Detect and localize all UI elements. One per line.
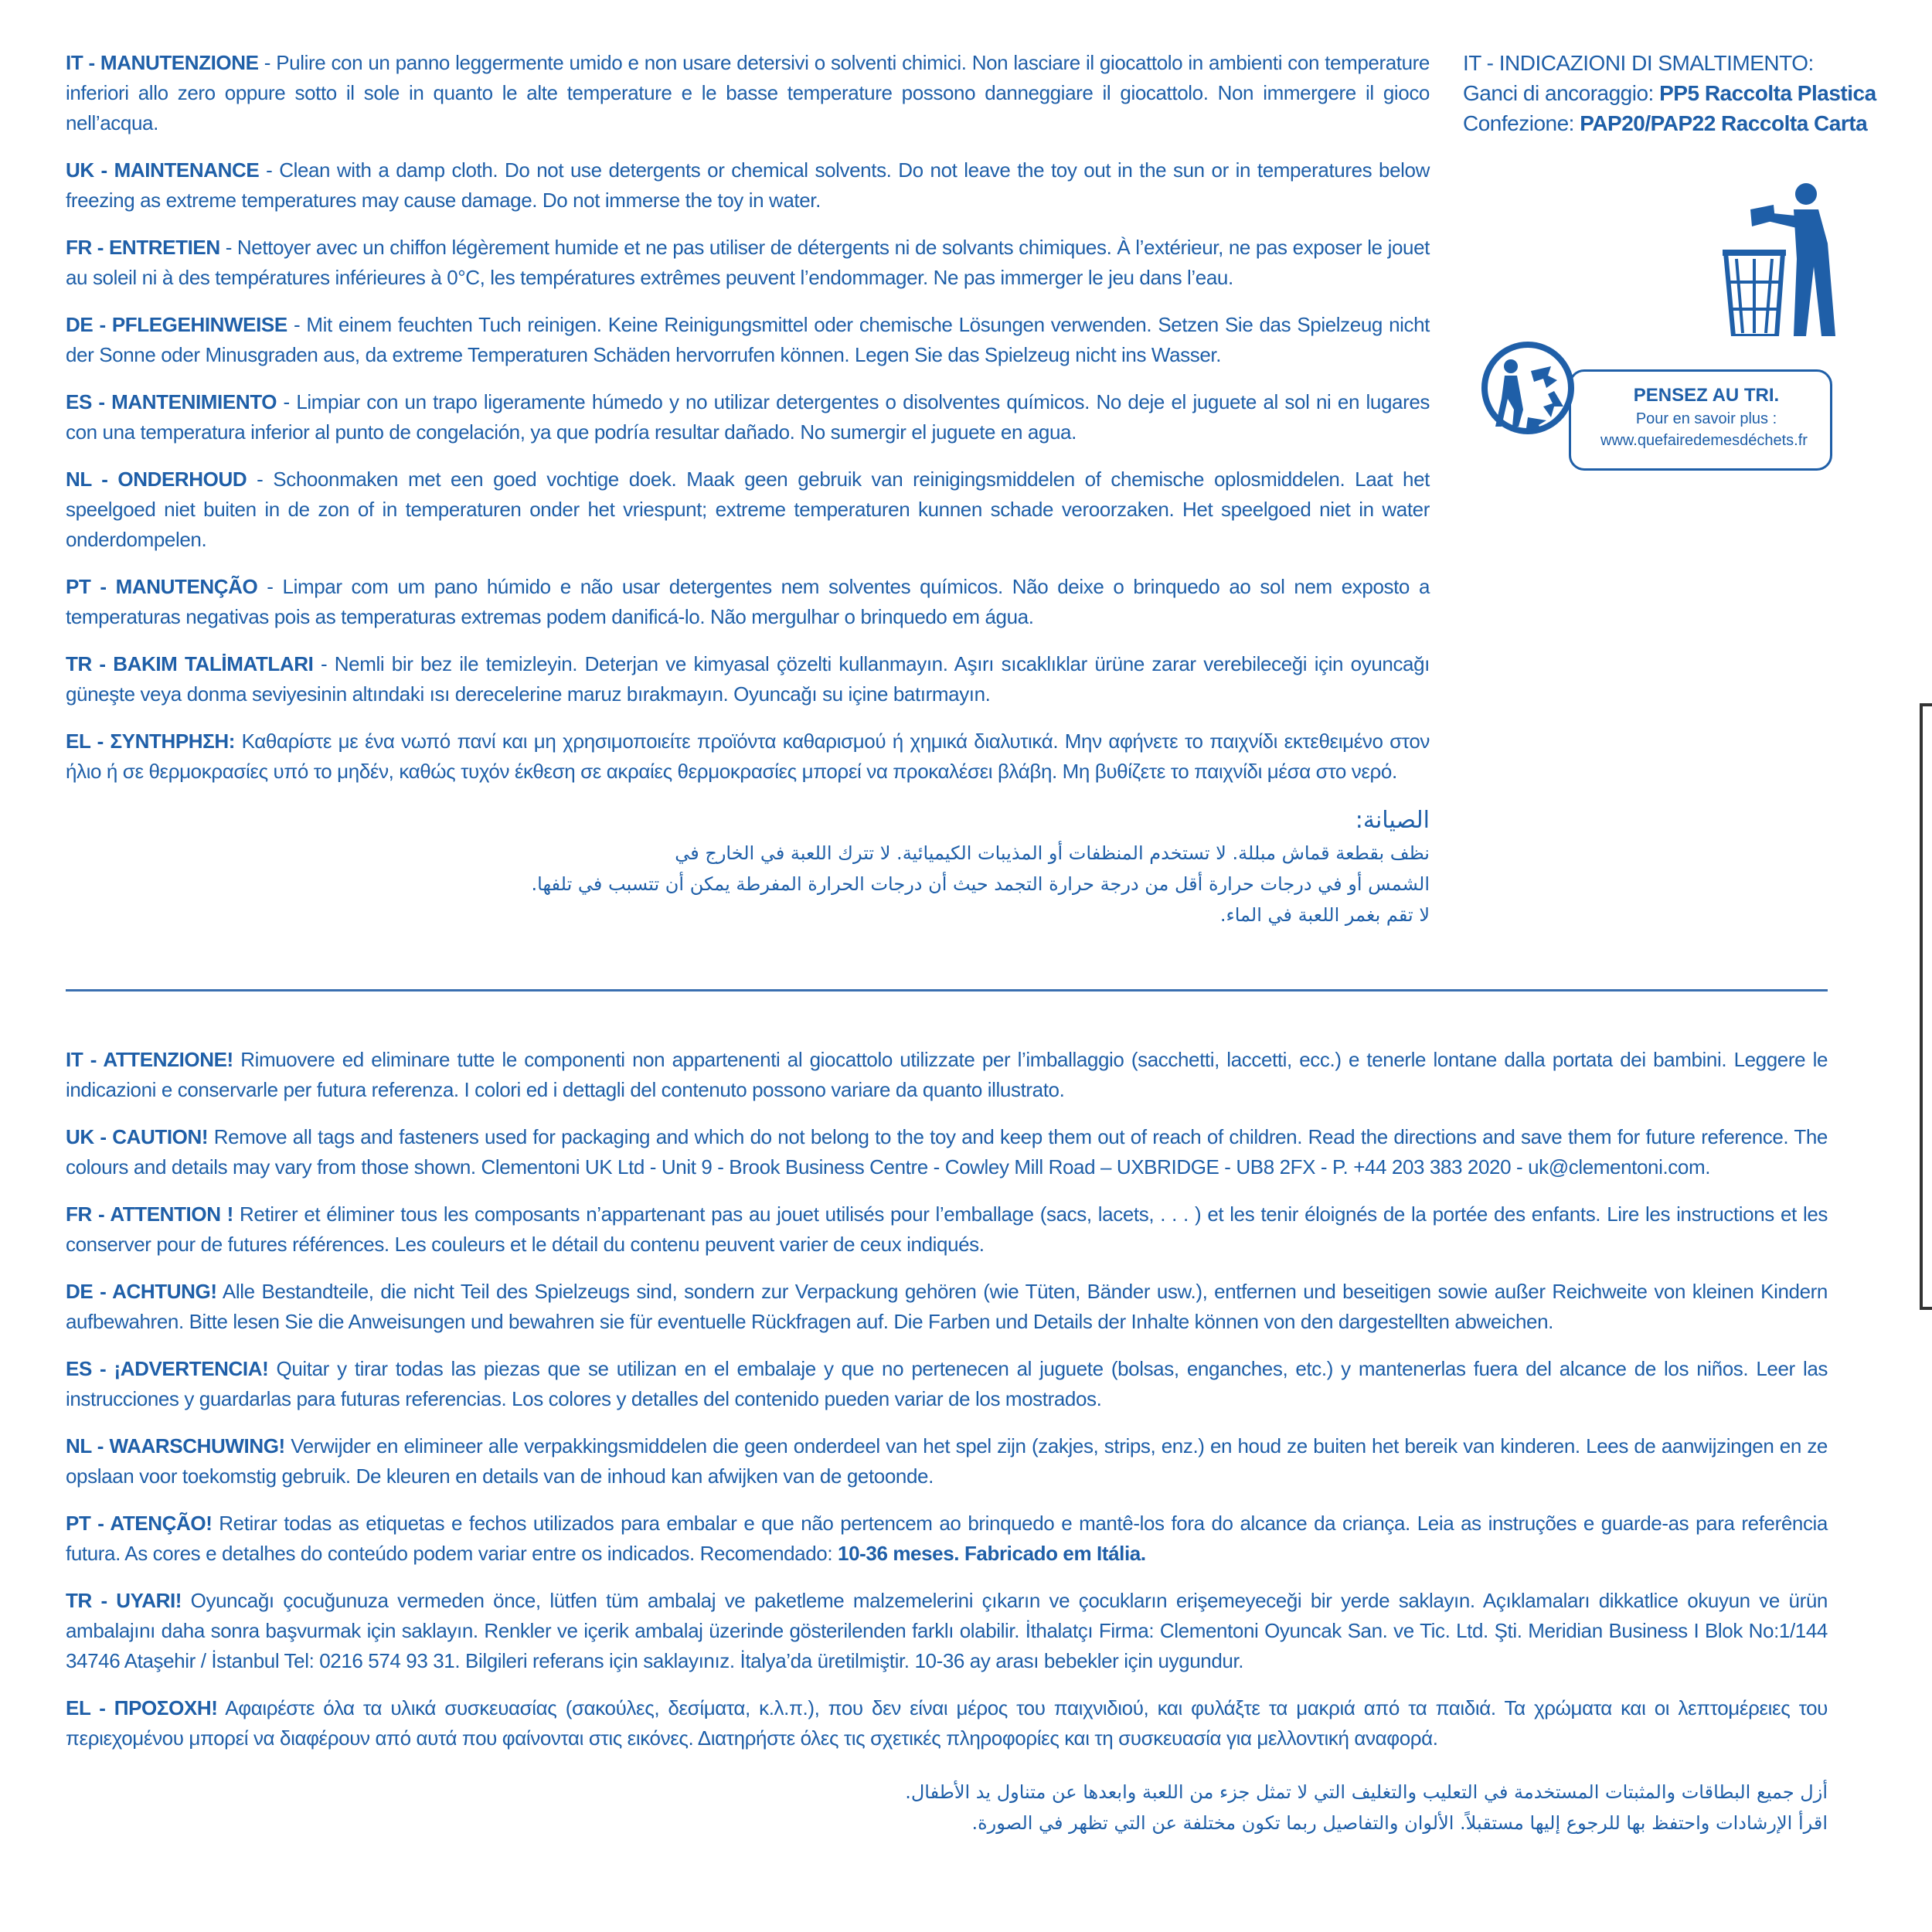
maintenance-es-label: ES - MANTENIMIENTO xyxy=(66,390,277,413)
warning-tr xyxy=(66,1586,1828,1676)
maintenance-it xyxy=(66,48,1430,138)
warning-pt-text: Retirar todas as etiquetas e fechos utilizados para embalar e que não pertencem ao brinquedo e mantê-los fora do alcance da criança. Leia as instruções e guarde-as para referência futura. As cores e detalhes do conteúdo podem variar entre os indicados. Recomendado: xyxy=(66,1512,1828,1565)
maintenance-de xyxy=(66,310,1430,370)
warning-tr-text: Oyuncağı çocuğunuza vermeden önce, lütfen tüm ambalaj ve paketleme malzemelerini çıkarın ve çocukların erişemeyeceği bir yerde saklayın. Açıklamaları dikkatlice okuyun ve ürün ambalajını daha sonra başvurmak için saklayın. Renkler ve içerik ambalaj üzerinde gösterilenden farklı olabilir. İthalatçı Firma: Clementoni Oyuncak San. ve Tic. Ltd. Şti. Meridian Business I Blok No:1/144 34746 Ataşehir / İstanbul Tel: 0216 574 93 31. Bilgileri referans için saklayınız. İtalya’da üretilmiştir. 10-36 ay arası bebekler için uygundur. xyxy=(66,1589,1828,1672)
maintenance-arabic-line: لا تقم بغمر اللعبة في الماء. xyxy=(1219,904,1430,926)
warning-de-label: DE - ACHTUNG! xyxy=(66,1280,217,1303)
warning-it-label: IT - ATTENZIONE! xyxy=(66,1048,233,1071)
warning-fr xyxy=(66,1199,1828,1260)
warning-uk-text: Remove all tags and fasteners used for packaging and which do not belong to the toy and keep them out of reach of children. Read the directions and save them for future reference. The colours and details may vary from those shown. Clementoni UK Ltd - Unit 9 - Brook Business Centre - Cowley Mill Road – UXBRIDGE - UB8 2FX - P. +44 203 383 2020 - uk@clementoni.com. xyxy=(66,1125,1828,1179)
litter-bin-icon xyxy=(1719,182,1843,336)
maintenance-pt xyxy=(66,572,1430,632)
warning-es-label: ES - ¡ADVERTENCIA! xyxy=(66,1357,269,1380)
disposal-heading: IT - INDICAZIONI DI SMALTIMENTO: xyxy=(1463,51,1814,75)
triman-recycle-icon xyxy=(1480,340,1577,440)
triman-title: PENSEZ AU TRI. xyxy=(1633,385,1780,406)
maintenance-tr-label: TR - BAKIM TALİMATLARI xyxy=(66,652,314,675)
disposal-line-hooks xyxy=(1463,78,1880,108)
triman-block xyxy=(1480,340,1835,475)
warning-pt xyxy=(66,1509,1828,1569)
maintenance-es-text: - Limpiar con un trapo ligeramente húmedo y no utilizar detergentes o disolventes químicos. No deje el juguete al sol ni en lugares con una temperatura inferior al punto de congelación, ya que podría resultar dañado. No sumergir el juguete en agua. xyxy=(66,390,1430,444)
disposal-hooks-label: Ganci di ancoraggio: xyxy=(1463,81,1660,105)
warning-pt-label: PT - ATENÇÃO! xyxy=(66,1512,213,1535)
warning-pt-recommended-age: 10-36 meses. Fabricado em Itália. xyxy=(838,1542,1146,1565)
warnings-arabic xyxy=(66,1777,1828,1838)
warning-de-text: Alle Bestandteile, die nicht Teil des Spielzeugs sind, sondern zur Verpackung gehören (wie Tüten, Bänder usw.), entfernen und beseitigen sowie außer Reichweite von kleinen Kindern aufbewahren. Bitte lesen Sie die Anweisungen und bewahren sie für eventuelle Rückfragen auf. Die Farben und Details der Inhalte können von den dargestellten abweichen. xyxy=(66,1280,1828,1333)
disposal-info xyxy=(1463,48,1880,138)
warning-el-text: Αφαιρέστε όλα τα υλικά συσκευασίας (σακούλες, δεσίματα, κ.λ.π.), που δεν είναι μέρος του παιχνιδιού, και φυλάξτε τα μακριά από τα παιδιά. Τα χρώματα και οι λεπτομέρειες του περιεχομένου μπορεί να διαφέρουν από αυτά που φαίνονται στις εικόνες. Διατηρήστε όλες τις σχετικές πληροφορίες και τη συσκευασία για μελλοντική αναφορά. xyxy=(66,1696,1828,1750)
page-edge-bracket xyxy=(1920,703,1932,1310)
disposal-line-packaging xyxy=(1463,108,1880,138)
warning-tr-label: TR - UYARI! xyxy=(66,1589,182,1612)
maintenance-el-label: EL - ΣΥΝΤΗΡΗΣΗ: xyxy=(66,730,235,753)
warnings-arabic-line: اقرأ الإرشادات واحتفظ بها للرجوع إليها مستقبلاً. الألوان والتفاصيل ربما تكون مختلفة عن التي تظهر في الصورة. xyxy=(971,1812,1828,1834)
disposal-packaging-label: Confezione: xyxy=(1463,111,1580,135)
maintenance-nl-text: - Schoonmaken met een goed vochtige doek. Maak geen gebruik van reinigingsmiddelen of chemische oplosmiddelen. Laat het speelgoed niet buiten in de zon of in temperaturen onder het vriespunt; extreme temperaturen kunnen schade veroorzaken. Het speelgoed niet in water onderdompelen. xyxy=(66,468,1430,551)
warnings-arabic-line: أزل جميع البطاقات والمثبتات المستخدمة في التعليب والتغليف التي لا تمثل جزء من اللعبة وابعدها عن متناول يد الأطفال. xyxy=(905,1781,1828,1803)
maintenance-tr-text: - Nemli bir bez ile temizleyin. Deterjan ve kimyasal çözelti kullanmayın. Aşırı sıcaklıklar ürüne zarar verebileceği için oyuncağı güneşte veya donma seviyesinin altındaki ısı derecelerine maruz bırakmayın. Oyuncağı su içine batırmayın. xyxy=(66,652,1430,706)
warning-it-text: Rimuovere ed eliminare tutte le componenti non appartenenti al giocattolo utilizzate per l’imballaggio (sacchetti, laccetti, ecc.) e tenerle lontane dalla portata dei bambini. Leggere le indicazioni e conservarle per futura referenza. I colori ed i dettagli del contenuto possono variare da quanto illustrato. xyxy=(66,1048,1828,1101)
warning-el xyxy=(66,1693,1828,1753)
maintenance-it-label: IT - MANUTENZIONE xyxy=(66,51,259,74)
warning-nl-label: NL - WAARSCHUWING! xyxy=(66,1434,285,1458)
warning-uk-label: UK - CAUTION! xyxy=(66,1125,209,1148)
maintenance-it-text: - Pulire con un panno leggermente umido e non usare detersivi o solventi chimici. Non lasciare il giocattolo in ambienti con temperature inferiori allo zero oppure sotto il sole in quanto le alte temperature e le basse temperature possono danneggiare il giocattolo. Non immergere il gioco nell’acqua. xyxy=(66,51,1430,134)
maintenance-el-text: Καθαρίστε με ένα νωπό πανί και μη χρησιμοποιείτε προϊόντα καθαρισμού ή χημικά διαλυτικά. Μην αφήνετε το παιχνίδι εκτεθειμένο στον ήλιο ή σε θερμοκρασίες υπό το μηδέν, καθώς τυχόν έκθεση σε ακραίες θερμοκρασίες μπορεί να προκαλέσει βλάβη. Μη βυθίζετε το παιχνίδι μέσα στο νερό. xyxy=(66,730,1430,783)
maintenance-fr xyxy=(66,233,1430,293)
maintenance-es xyxy=(66,387,1430,447)
maintenance-pt-text: - Limpar com um pano húmido e não usar detergentes nem solventes químicos. Não deixe o brinquedo ao sol nem exposto a temperaturas negativas pois as temperaturas extremas podem danificá-lo. Não mergulhar o brinquedo em água. xyxy=(66,575,1430,628)
maintenance-fr-text: - Nettoyer avec un chiffon légèrement humide et ne pas utiliser de détergents ni de solvants chimiques. À l’extérieur, ne pas exposer le jouet au soleil ni à des températures inférieures à 0°C, les températures extrêmes peuvent l’endommager. Ne pas immerger le jeu dans l’eau. xyxy=(66,236,1430,289)
maintenance-de-text: - Mit einem feuchten Tuch reinigen. Keine Reinigungsmittel oder chemische Lösungen verwenden. Setzen Sie das Spielzeug nicht der Sonne oder Minusgraden aus, da extreme Temperaturen Schäden hervorrufen können. Legen Sie das Spielzeug nicht ins Wasser. xyxy=(66,313,1430,366)
maintenance-pt-label: PT - MANUTENÇÃO xyxy=(66,575,258,598)
maintenance-arabic-line: الشمس أو في درجات حرارة أقل من درجة حرارة التجمد حيث أن درجات الحرارة المفرطة يمكن أن تتسبب في تلفها. xyxy=(531,873,1430,895)
maintenance-el xyxy=(66,726,1430,787)
maintenance-tr xyxy=(66,649,1430,709)
triman-website: www.quefairedemesdéchets.fr xyxy=(1600,432,1808,449)
maintenance-uk xyxy=(66,155,1430,216)
maintenance-arabic-title: الصيانة: xyxy=(1355,807,1430,834)
maintenance-arabic xyxy=(66,804,1430,930)
warning-nl-text: Verwijder en elimineer alle verpakkingsmiddelen die geen onderdeel van het spel zijn (zakjes, strips, enz.) en houd ze buiten het bereik van kinderen. Lees de aanwijzingen en ze opslaan voor toekomstig gebruik. De kleuren en details van de inhoud kan afwijken van de getoonde. xyxy=(66,1434,1828,1488)
warnings-section xyxy=(66,1045,1828,1838)
maintenance-fr-label: FR - ENTRETIEN xyxy=(66,236,220,259)
warning-uk xyxy=(66,1122,1828,1182)
warning-de xyxy=(66,1277,1828,1337)
warning-es-text: Quitar y tirar todas las piezas que se utilizan en el embalaje y que no pertenecen al juguete (bolsas, enganches, etc.) y mantenerlas fuera del alcance de los niños. Leer las instrucciones y guardarlas para futuras referencias. Los colores y detalles del contenido pueden variar de los mostrados. xyxy=(66,1357,1828,1410)
warning-el-label: EL - ΠΡΟΣΟΧΗ! xyxy=(66,1696,218,1719)
disposal-hooks-value: PP5 Raccolta Plastica xyxy=(1659,81,1876,105)
warning-it xyxy=(66,1045,1828,1105)
maintenance-uk-label: UK - MAINTENANCE xyxy=(66,158,260,182)
maintenance-de-label: DE - PFLEGEHINWEISE xyxy=(66,313,287,336)
warning-nl xyxy=(66,1431,1828,1492)
warning-fr-label: FR - ATTENTION ! xyxy=(66,1202,233,1226)
warning-fr-text: Retirer et éliminer tous les composants n’appartenant pas au jouet utilisés pour l’emballage (sacs, lacets, . . . ) et les tenir éloignés de la portée des enfants. Lire les instructions et les conserver pour de futures références. Les couleurs et le détail du contenu peuvent varier de ceux indiqués. xyxy=(66,1202,1828,1256)
maintenance-section xyxy=(66,48,1430,930)
section-divider xyxy=(66,989,1828,992)
maintenance-nl xyxy=(66,464,1430,555)
disposal-packaging-value: PAP20/PAP22 Raccolta Carta xyxy=(1580,111,1868,135)
maintenance-nl-label: NL - ONDERHOUD xyxy=(66,468,247,491)
maintenance-uk-text: - Clean with a damp cloth. Do not use detergents or chemical solvents. Do not leave the toy out in the sun or in temperatures below freezing as extreme temperatures may cause damage. Do not immerse the toy in water. xyxy=(66,158,1430,212)
maintenance-arabic-line: نظف بقطعة قماش مبللة. لا تستخدم المنظفات أو المذيبات الكيميائية. لا تترك اللعبة في الخارج في xyxy=(675,842,1430,864)
warning-es xyxy=(66,1354,1828,1414)
triman-more-info: Pour en savoir plus : xyxy=(1635,410,1777,427)
